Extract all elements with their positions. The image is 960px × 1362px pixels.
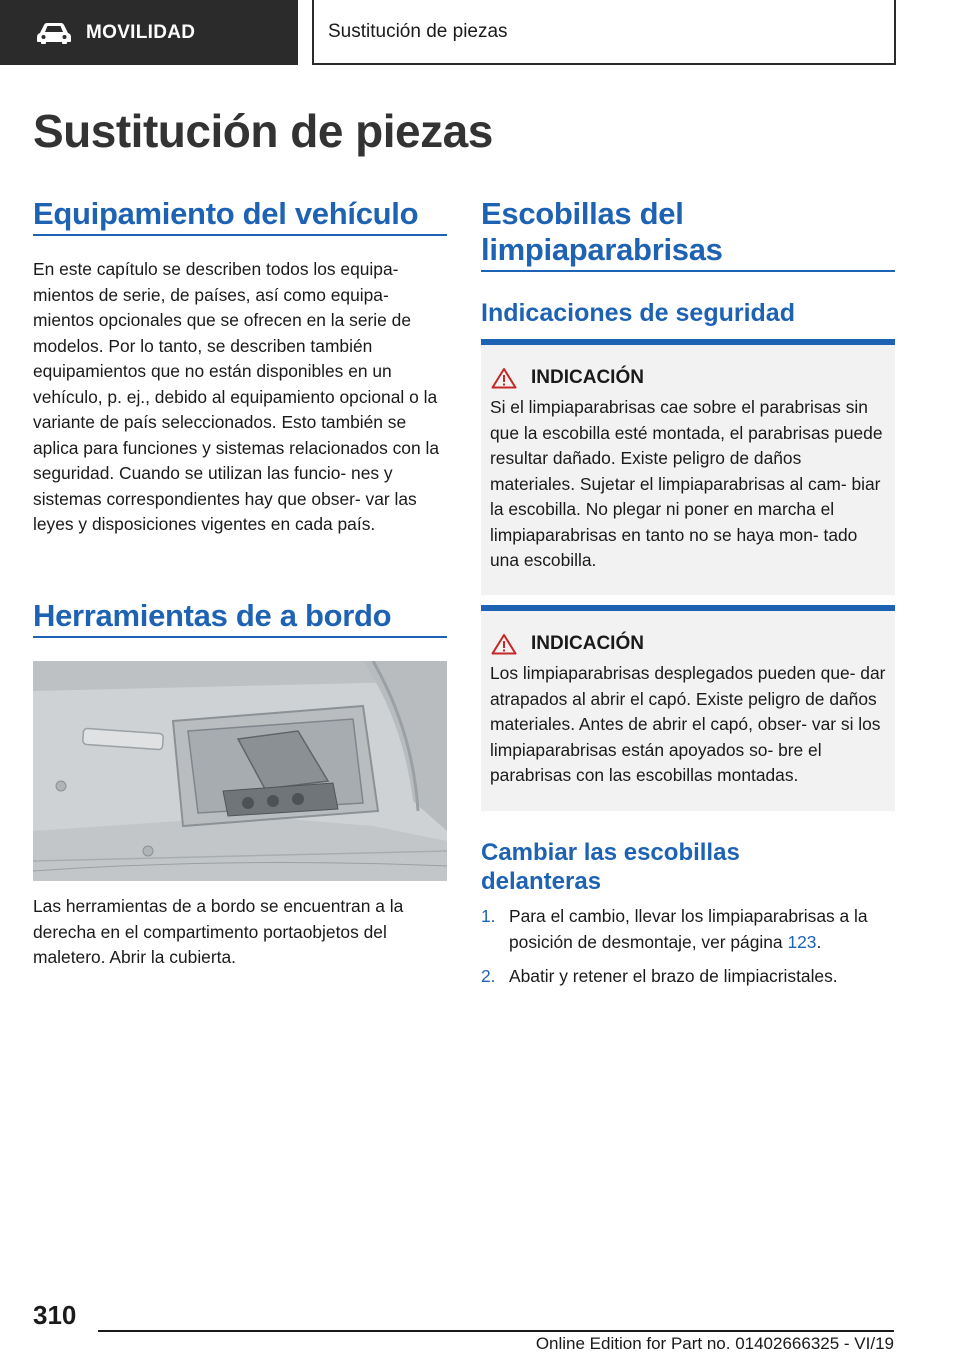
notice-title-2 (485, 633, 887, 655)
tools-heading: Herramientas de a bordo (33, 598, 392, 633)
step-item (481, 964, 895, 990)
notice-body-1: Si el limpiaparabrisas cae sobre el parabrisas sin que la escobilla esté montada, el parabrisas puede resultar dañado. Existe peligro de daños materiales. Sujetar el limpiaparabrisas al cam‐ biar la escobilla. No plegar ni poner en marcha el limpiaparabrisas en tanto no se haya mon‐ tado una escobilla. (490, 397, 883, 570)
wiper-heading-line1: Escobillas del (481, 196, 684, 231)
warning-triangle-icon (491, 633, 517, 655)
front-wipers-heading-line1: Cambiar las escobillas (481, 839, 740, 866)
notice-body-2: Los limpiaparabrisas desplegados pueden que‐ dar atrapados al abrir el capó. Existe peligro de daños materiales. Antes de abrir el capó, obser‐ var si los limpiaparabrisas están apoyados so‐ bre el parabrisas con las escobillas montadas. (490, 663, 886, 785)
front-wipers-heading-line2: delanteras (481, 868, 602, 895)
chapter-title-tab (312, 0, 896, 65)
tools-caption: Las herramientas de a bordo se encuentran a la derecha en el compartimento portaobjetos del maletero. Abrir la cubierta. (33, 896, 404, 967)
steps-list (481, 904, 895, 999)
step-number: 1. (481, 906, 496, 926)
safety-heading: Indicaciones de seguridad (481, 299, 795, 327)
step-item (481, 904, 895, 955)
trunk-illustration (33, 661, 447, 881)
step-text: Para el cambio, llevar los limpiaparabrisas a la posición de desmontaje, ver página 123. (509, 906, 868, 952)
section-label: MOVILIDAD (86, 21, 196, 43)
front-wipers-heading (481, 838, 895, 896)
notice-title-2-text: INDICACIÓN (531, 633, 644, 654)
page-title: Sustitución de piezas (33, 105, 493, 157)
equipment-heading-rule (33, 234, 447, 236)
step-text: Abatir y retener el brazo de limpiacristales. (509, 966, 838, 986)
notice-box-2 (481, 605, 895, 811)
car-icon (36, 22, 72, 44)
trunk-compartment-figure (33, 661, 447, 881)
warning-triangle-icon (491, 367, 517, 389)
notice-box-1 (481, 339, 895, 595)
wiper-heading-line2: limpiaparabrisas (481, 232, 723, 267)
footer-rule (98, 1330, 894, 1332)
page-reference-link[interactable]: 123 (787, 931, 817, 952)
edition-footer: Online Edition for Part no. 01402666325 - VI/19 (535, 1334, 894, 1353)
chapter-label: Sustitución de piezas (328, 20, 508, 42)
equipment-paragraph: En este capítulo se describen todos los equipa‐ mientos de serie, de países, así como equipa‐ mientos opcionales que se ofrecen en la serie de modelos. Por lo tanto, se describen también equipamientos que no están disponibles en un vehículo, p. ej., debido al equipamiento opcional o la variante de país seleccionados. Esto también se aplica para funciones y sistemas relacionados con la seguridad. Cuando se utilizan las funcio‐ nes y sistemas correspondientes hay que obser‐ var las leyes y disposiciones vigentes en cada país. (33, 259, 440, 534)
notice-title-1-text: INDICACIÓN (531, 367, 644, 388)
equipment-heading: Equipamiento del vehículo (33, 196, 419, 231)
step-number: 2. (481, 966, 496, 986)
section-tab[interactable] (0, 0, 298, 65)
wiper-heading-rule (481, 270, 895, 272)
tools-heading-rule (33, 636, 447, 638)
notice-title-1 (485, 367, 887, 389)
page-number: 310 (33, 1300, 77, 1330)
wiper-heading (481, 196, 895, 268)
